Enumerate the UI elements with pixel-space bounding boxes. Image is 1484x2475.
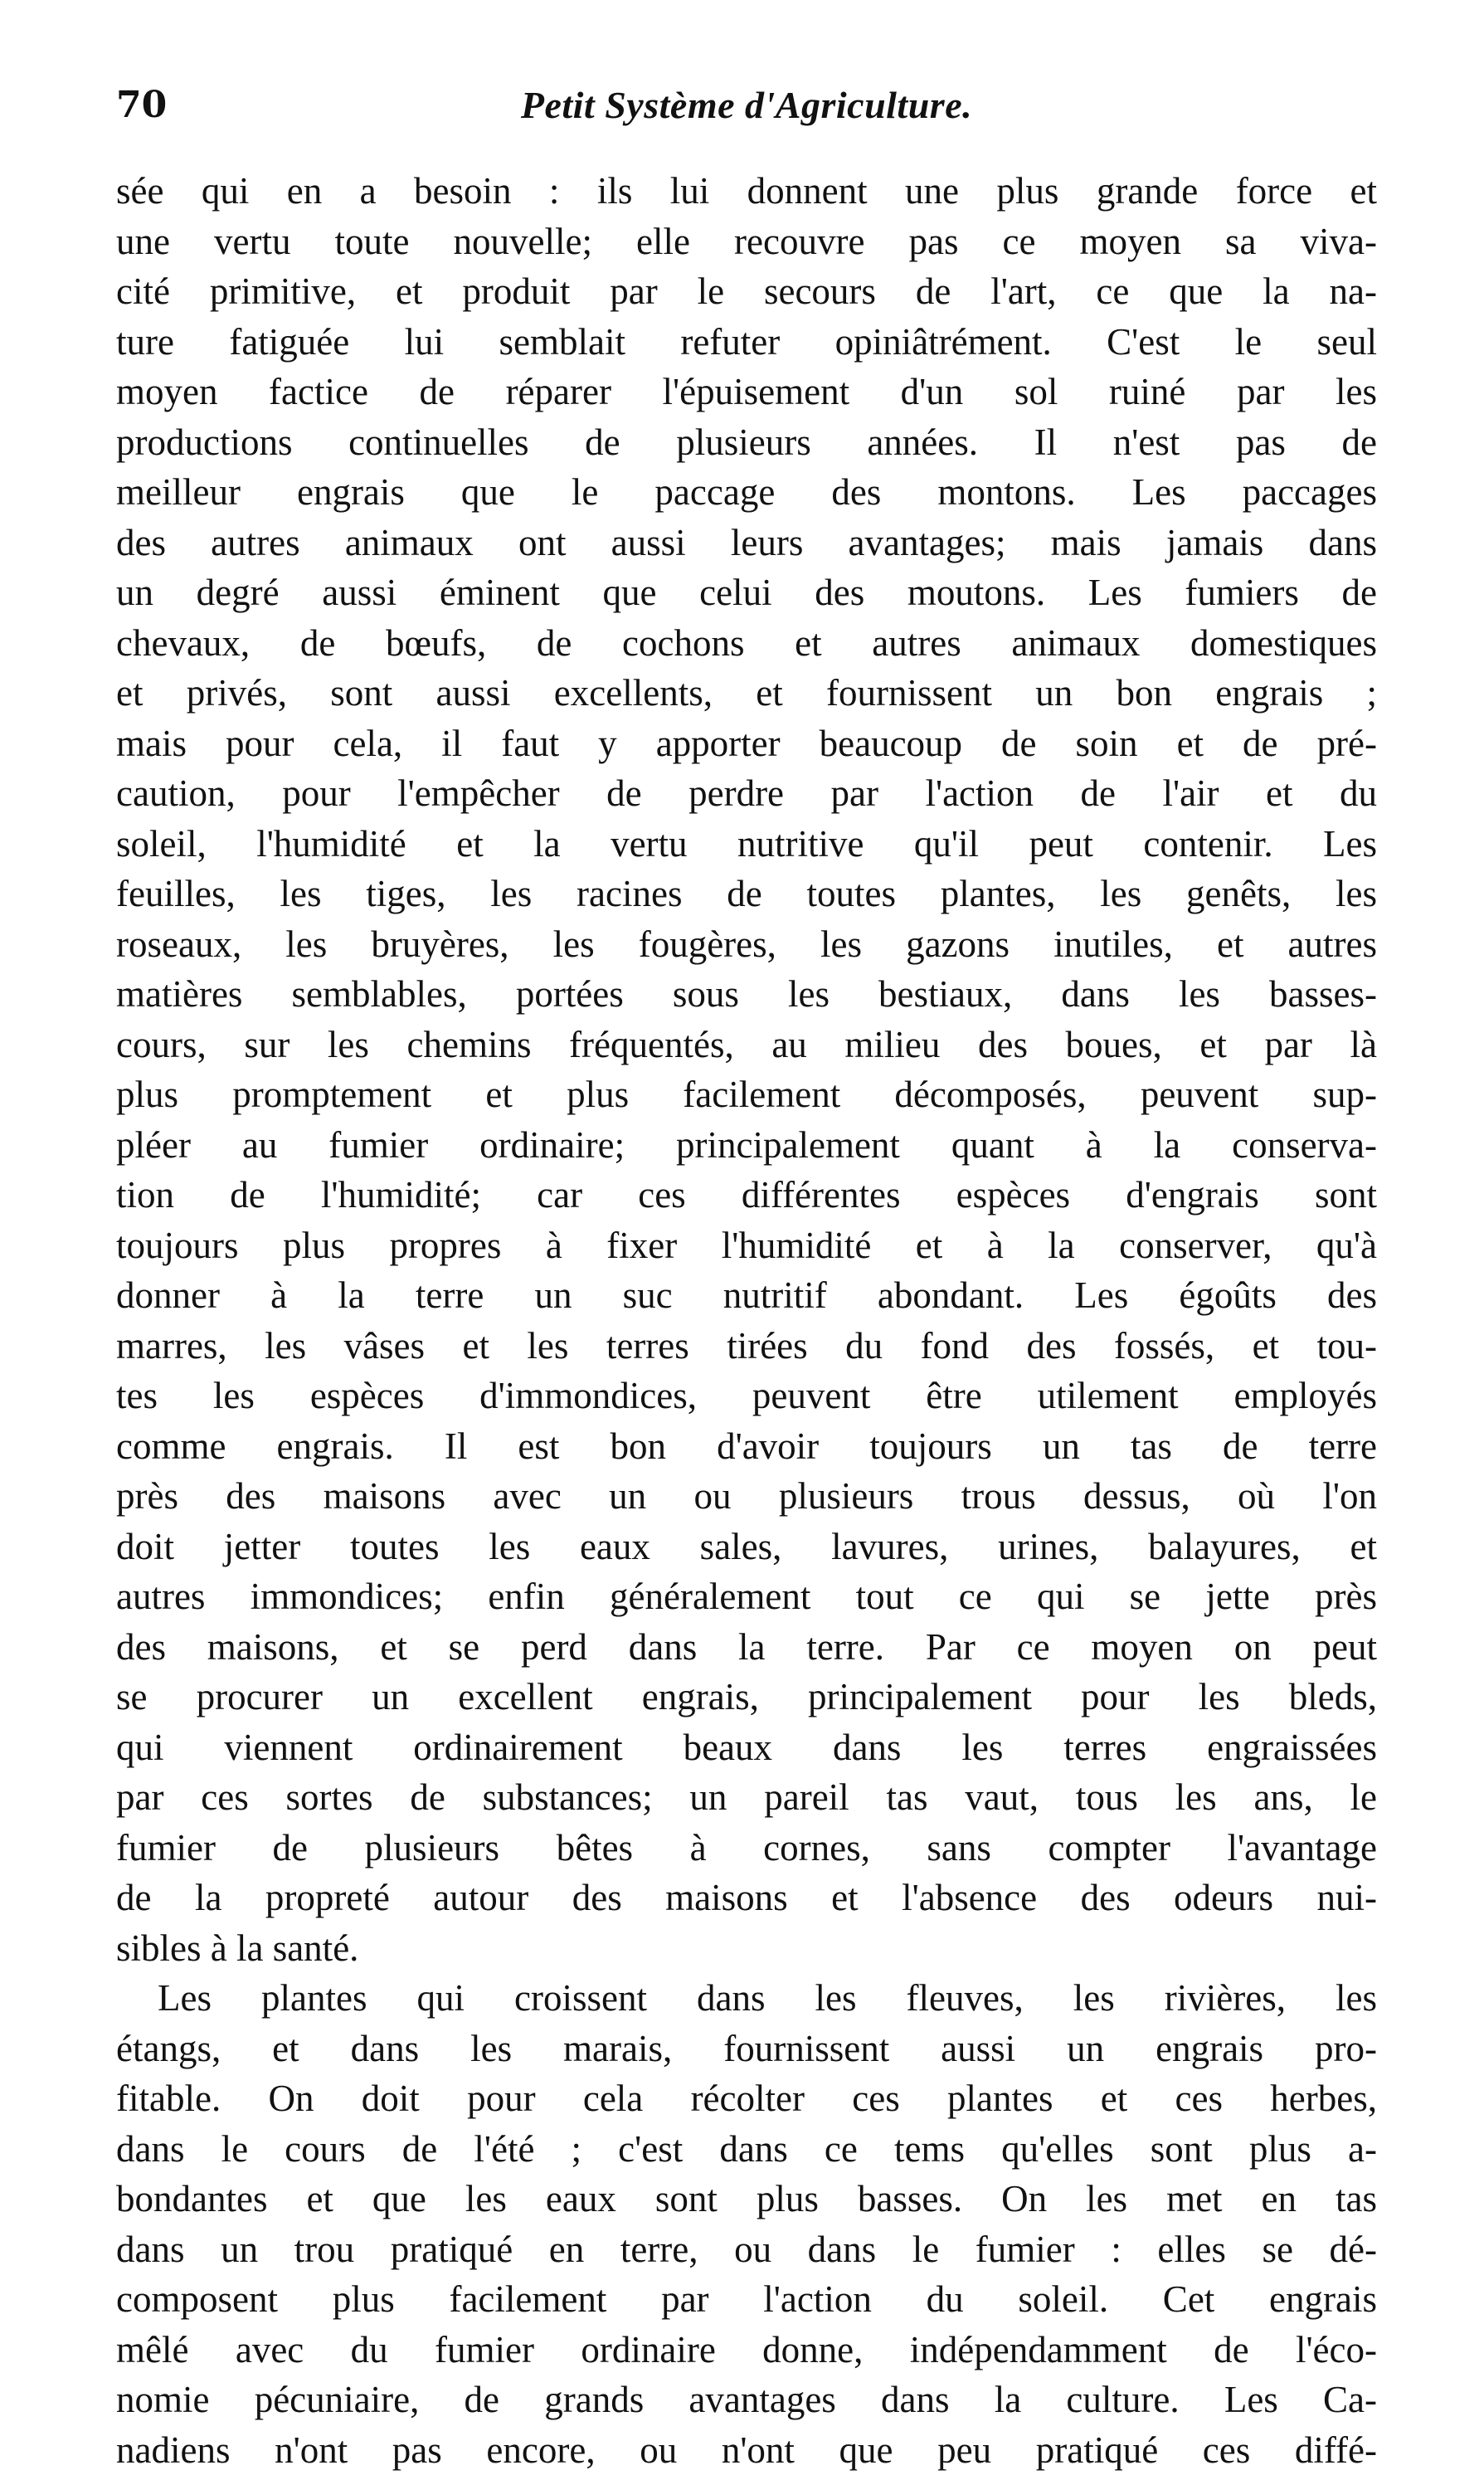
text-line: nomie pécuniaire, de grands avantages dans la culture. Les Ca- <box>116 2375 1377 2425</box>
text-line: nadiens n'ont pas encore, ou n'ont que peu pratiqué ces diffé- <box>116 2425 1377 2475</box>
text-line: chevaux, de bœufs, de cochons et autres animaux domestiques <box>116 618 1377 669</box>
text-line: qui viennent ordinairement beaux dans les terres engraissées <box>116 1722 1377 1773</box>
text-line: autres immondices; enfin généralement tout ce qui se jette près <box>116 1571 1377 1622</box>
page-number: 70 <box>116 76 167 134</box>
text-line: un degré aussi éminent que celui des moutons. Les fumiers de <box>116 568 1377 618</box>
text-line: pléer au fumier ordinaire; principalement quant à la conserva- <box>116 1120 1377 1171</box>
text-line: étangs, et dans les marais, fournissent aussi un engrais pro- <box>116 2024 1377 2074</box>
text-line: feuilles, les tiges, les racines de toutes plantes, les genêts, les <box>116 869 1377 919</box>
text-line: mêlé avec du fumier ordinaire donne, indépendamment de l'éco- <box>116 2325 1377 2375</box>
text-line: plus promptement et plus facilement décomposés, peuvent sup- <box>116 1069 1377 1120</box>
text-line: dans un trou pratiqué en terre, ou dans le fumier : elles se dé- <box>116 2224 1377 2275</box>
text-line: sibles à la santé. <box>116 1923 1377 1974</box>
text-line: sée qui en a besoin : ils lui donnent une plus grande force et <box>116 166 1377 217</box>
text-line: composent plus facilement par l'action du soleil. Cet engrais <box>116 2274 1377 2325</box>
text-line: moyen factice de réparer l'épuisement d'un sol ruiné par les <box>116 367 1377 417</box>
text-line: par ces sortes de substances; un pareil tas vaut, tous les ans, le <box>116 1772 1377 1823</box>
text-line: donner à la terre un suc nutritif abondant. Les égoûts des <box>116 1270 1377 1321</box>
text-line: Les plantes qui croissent dans les fleuves, les rivières, les <box>116 1973 1377 2024</box>
text-line: se procurer un excellent engrais, principalement pour les bleds, <box>116 1672 1377 1722</box>
text-line: roseaux, les bruyères, les fougères, les gazons inutiles, et autres <box>116 919 1377 970</box>
text-line: près des maisons avec un ou plusieurs trous dessus, où l'on <box>116 1471 1377 1522</box>
text-line: matières semblables, portées sous les bestiaux, dans les basses- <box>116 969 1377 1020</box>
text-line: une vertu toute nouvelle; elle recouvre pas ce moyen sa viva- <box>116 217 1377 267</box>
text-line: et privés, sont aussi excellents, et fournissent un bon engrais ; <box>116 668 1377 719</box>
text-line: meilleur engrais que le paccage des montons. Les paccages <box>116 467 1377 518</box>
paragraph-1 <box>116 166 1377 1973</box>
text-line: tes les espèces d'immondices, peuvent être utilement employés <box>116 1371 1377 1421</box>
text-line: des maisons, et se perd dans la terre. Par ce moyen on peut <box>116 1622 1377 1673</box>
text-line: fitable. On doit pour cela récolter ces plantes et ces herbes, <box>116 2073 1377 2124</box>
text-line: cours, sur les chemins fréquentés, au milieu des boues, et par là <box>116 1020 1377 1070</box>
paragraph-2 <box>116 1973 1377 2475</box>
text-line: bondantes et que les eaux sont plus basses. On les met en tas <box>116 2174 1377 2224</box>
text-line: ture fatiguée lui semblait refuter opiniâtrément. C'est le seul <box>116 317 1377 368</box>
body-text <box>116 166 1377 2475</box>
text-line: marres, les vâses et les terres tirées du fond des fossés, et tou- <box>116 1321 1377 1371</box>
text-line: fumier de plusieurs bêtes à cornes, sans compter l'avantage <box>116 1823 1377 1873</box>
text-line: dans le cours de l'été ; c'est dans ce tems qu'elles sont plus a- <box>116 2124 1377 2175</box>
text-line: toujours plus propres à fixer l'humidité et à la conserver, qu'à <box>116 1220 1377 1271</box>
text-line: cité primitive, et produit par le secours de l'art, ce que la na- <box>116 266 1377 317</box>
text-line: comme engrais. Il est bon d'avoir toujours un tas de terre <box>116 1421 1377 1472</box>
running-title: Petit Système d'Agriculture. <box>116 76 1377 134</box>
text-line: productions continuelles de plusieurs années. Il n'est pas de <box>116 417 1377 468</box>
text-line: mais pour cela, il faut y apporter beaucoup de soin et de pré- <box>116 719 1377 769</box>
text-line: des autres animaux ont aussi leurs avantages; mais jamais dans <box>116 518 1377 568</box>
text-line: de la propreté autour des maisons et l'absence des odeurs nui- <box>116 1873 1377 1923</box>
running-head <box>116 76 1377 134</box>
text-line: caution, pour l'empêcher de perdre par l'action de l'air et du <box>116 768 1377 819</box>
text-line: tion de l'humidité; car ces différentes espèces d'engrais sont <box>116 1170 1377 1220</box>
text-line: soleil, l'humidité et la vertu nutritive qu'il peut contenir. Les <box>116 819 1377 870</box>
text-line: doit jetter toutes les eaux sales, lavures, urines, balayures, et <box>116 1522 1377 1572</box>
